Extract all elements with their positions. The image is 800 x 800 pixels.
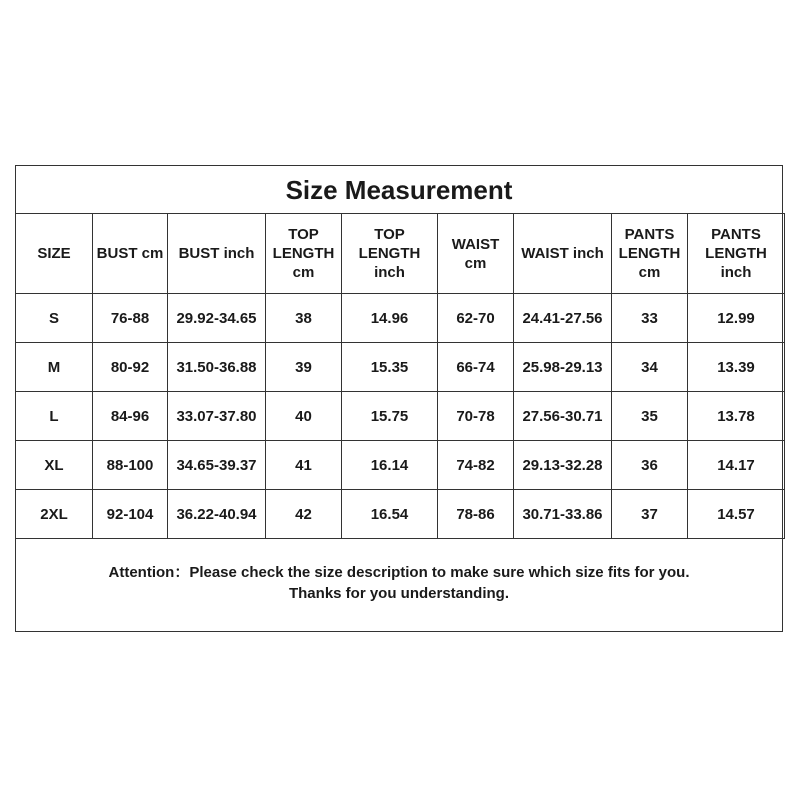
header-top-length-cm: TOP LENGTH cm (266, 214, 342, 294)
header-bust-inch: BUST inch (168, 214, 266, 294)
cell-bust-cm: 88-100 (93, 441, 168, 490)
cell-top-length-cm: 42 (266, 490, 342, 539)
header-waist-cm: WAIST cm (438, 214, 514, 294)
cell-waist-inch: 27.56-30.71 (514, 392, 612, 441)
cell-size: S (16, 294, 93, 343)
cell-waist-inch: 30.71-33.86 (514, 490, 612, 539)
cell-bust-cm: 80-92 (93, 343, 168, 392)
cell-waist-cm: 70-78 (438, 392, 514, 441)
table-row (16, 392, 785, 441)
cell-bust-cm: 76-88 (93, 294, 168, 343)
table-row (16, 490, 785, 539)
cell-waist-cm: 78-86 (438, 490, 514, 539)
cell-bust-inch: 29.92-34.65 (168, 294, 266, 343)
cell-waist-cm: 74-82 (438, 441, 514, 490)
cell-bust-cm: 84-96 (93, 392, 168, 441)
cell-size: XL (16, 441, 93, 490)
table-row (16, 294, 785, 343)
cell-pants-length-cm: 37 (612, 490, 688, 539)
cell-pants-length-cm: 34 (612, 343, 688, 392)
cell-pants-length-cm: 33 (612, 294, 688, 343)
cell-bust-inch: 36.22-40.94 (168, 490, 266, 539)
header-row (16, 214, 785, 294)
cell-top-length-inch: 14.96 (342, 294, 438, 343)
cell-pants-length-inch: 13.39 (688, 343, 785, 392)
cell-bust-inch: 31.50-36.88 (168, 343, 266, 392)
attention-note (16, 536, 782, 632)
header-pants-length-inch: PANTS LENGTH inch (688, 214, 785, 294)
size-table (15, 213, 785, 539)
header-pants-length-cm: PANTS LENGTH cm (612, 214, 688, 294)
attention-line: Attention：Please check the size description to make sure which size fits for you. (108, 564, 690, 581)
cell-bust-inch: 33.07-37.80 (168, 392, 266, 441)
cell-pants-length-cm: 35 (612, 392, 688, 441)
cell-size: M (16, 343, 93, 392)
cell-bust-cm: 92-104 (93, 490, 168, 539)
cell-top-length-inch: 16.54 (342, 490, 438, 539)
cell-waist-inch: 29.13-32.28 (514, 441, 612, 490)
cell-top-length-cm: 40 (266, 392, 342, 441)
cell-pants-length-cm: 36 (612, 441, 688, 490)
cell-pants-length-inch: 14.57 (688, 490, 785, 539)
cell-waist-cm: 62-70 (438, 294, 514, 343)
table-row (16, 343, 785, 392)
cell-top-length-inch: 15.35 (342, 343, 438, 392)
header-top-length-inch: TOP LENGTH inch (342, 214, 438, 294)
cell-top-length-inch: 15.75 (342, 392, 438, 441)
chart-title: Size Measurement (16, 166, 782, 214)
cell-pants-length-inch: 14.17 (688, 441, 785, 490)
cell-size: L (16, 392, 93, 441)
header-size: SIZE (16, 214, 93, 294)
cell-waist-cm: 66-74 (438, 343, 514, 392)
thanks-line: Thanks for you understanding. (288, 585, 509, 602)
cell-waist-inch: 25.98-29.13 (514, 343, 612, 392)
cell-pants-length-inch: 13.78 (688, 392, 785, 441)
cell-size: 2XL (16, 490, 93, 539)
cell-top-length-inch: 16.14 (342, 441, 438, 490)
header-bust-cm: BUST cm (93, 214, 168, 294)
cell-bust-inch: 34.65-39.37 (168, 441, 266, 490)
table-row (16, 441, 785, 490)
cell-top-length-cm: 38 (266, 294, 342, 343)
cell-top-length-cm: 41 (266, 441, 342, 490)
size-chart (15, 165, 783, 632)
cell-pants-length-inch: 12.99 (688, 294, 785, 343)
header-waist-inch: WAIST inch (514, 214, 612, 294)
cell-waist-inch: 24.41-27.56 (514, 294, 612, 343)
cell-top-length-cm: 39 (266, 343, 342, 392)
